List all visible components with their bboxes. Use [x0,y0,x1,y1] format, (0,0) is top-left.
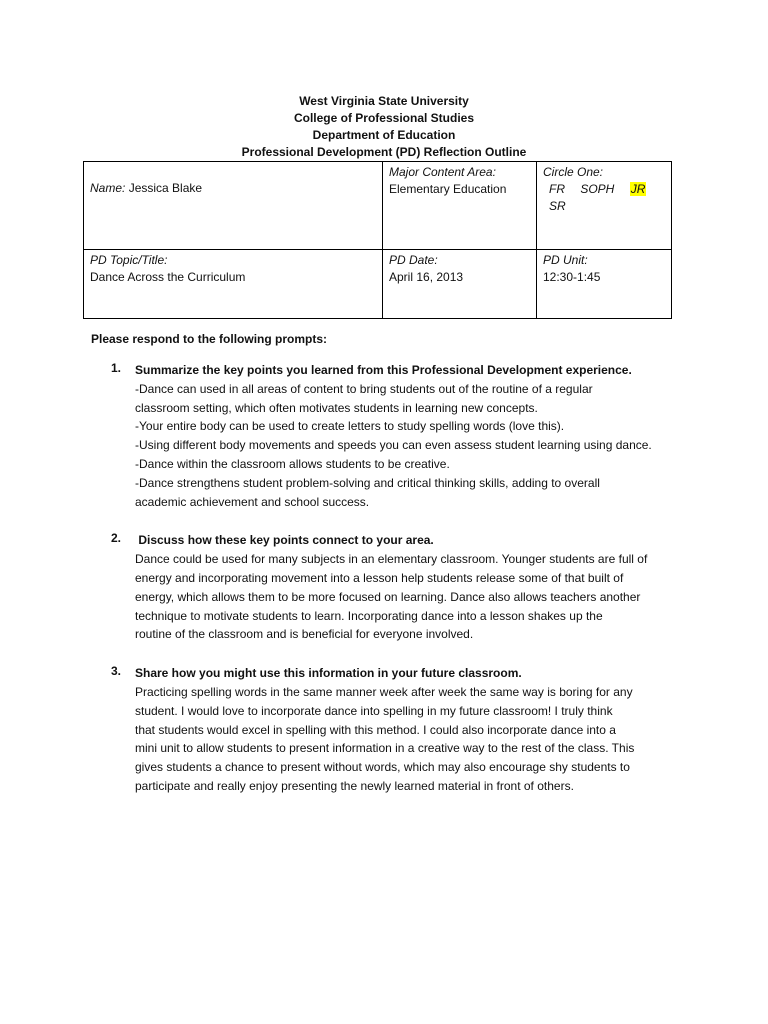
prompt-2 [111,531,686,644]
response-line: Dance could be used for many subjects in an elementary classroom. Younger students are full of [135,552,648,567]
content-area-value: Elementary Education [389,182,507,196]
response-line: academic achievement and school success. [135,494,370,509]
content-area-cell [383,162,537,250]
response-line: energy, which allows them to be more focused on learning. Dance also allows teachers another [135,589,641,604]
prompt-title: Share how you might use this information in your future classroom. [135,666,522,681]
university-name: West Virginia State University [299,94,469,108]
name-label: Name: [90,181,126,195]
content-area-label: Major Content Area: [389,165,496,179]
response-line: technique to motivate students to learn. Incorporating dance into a lesson shakes up the [135,608,603,623]
circle-one-cell [537,162,672,250]
prompt-body [135,531,686,644]
prompts-intro: Please respond to the following prompts: [91,332,328,346]
college-name: College of Professional Studies [293,111,475,125]
prompts-list [111,361,686,816]
option-sr[interactable]: SR [549,199,566,213]
date-cell [383,250,537,319]
name-value: Jessica Blake [128,181,203,195]
prompt-number: 1. [111,361,122,375]
info-table [83,161,672,319]
unit-value: 12:30-1:45 [543,270,601,284]
unit-label: PD Unit: [543,253,588,267]
date-label: PD Date: [389,253,438,267]
document-header [0,93,768,161]
response-line: routine of the classroom and is beneficial for everyone involved. [135,627,474,642]
info-row-2 [84,250,672,319]
info-row-1 [84,162,672,250]
response-line: Practicing spelling words in the same manner week after week the same way is boring for any [135,684,633,699]
prompt-body [135,361,686,511]
response-line: that students would excel in spelling with this method. I could also incorporate dance into a [135,722,616,737]
response-line: student. I would love to incorporate dance into spelling in my future classroom! I truly think [135,703,613,718]
response-line: -Dance can used in all areas of content to bring students out of the routine of a regular [135,381,593,396]
response-line: -Dance strengthens student problem-solving and critical thinking skills, adding to overall [135,475,600,490]
option-soph[interactable]: SOPH [580,182,615,196]
response-line: -Dance within the classroom allows students to be creative. [135,456,450,471]
prompt-title: Summarize the key points you learned from this Professional Development experience. [135,363,632,377]
prompt-title: Discuss how these key points connect to your area. [135,533,434,548]
prompt-1 [111,361,686,511]
prompt-number: 3. [111,664,122,679]
response-line: participate and really enjoy presenting the newly learned material in front of others. [135,778,574,793]
prompt-3 [111,664,686,796]
response-line: mini unit to allow students to present information in a creative way to the rest of the class. This [135,741,635,756]
department-name: Department of Education [312,128,456,142]
prompt-number: 2. [111,531,122,546]
document-title: Professional Development (PD) Reflection Outline [241,145,527,159]
circle-one-label: Circle One: [543,165,604,179]
topic-label: PD Topic/Title: [90,253,168,267]
option-jr-selected[interactable]: JR [630,182,646,196]
name-cell [84,162,383,250]
response-line: -Using different body movements and speeds you can even assess student learning using dance. [135,438,652,453]
date-value: April 16, 2013 [389,270,464,284]
response-line: classroom setting, which often motivates students in learning new concepts. [135,400,538,415]
topic-cell [84,250,383,319]
class-year-options [549,181,665,215]
response-line: -Your entire body can be used to create letters to study spelling words (love this). [135,419,565,434]
prompt-body [135,664,686,796]
option-fr[interactable]: FR [549,182,565,196]
response-line: energy and incorporating movement into a lesson help students release some of that built of [135,570,624,585]
unit-cell [537,250,672,319]
response-line: gives students a chance to present without words, which may also encourage shy students to [135,760,630,775]
topic-value: Dance Across the Curriculum [90,270,246,284]
